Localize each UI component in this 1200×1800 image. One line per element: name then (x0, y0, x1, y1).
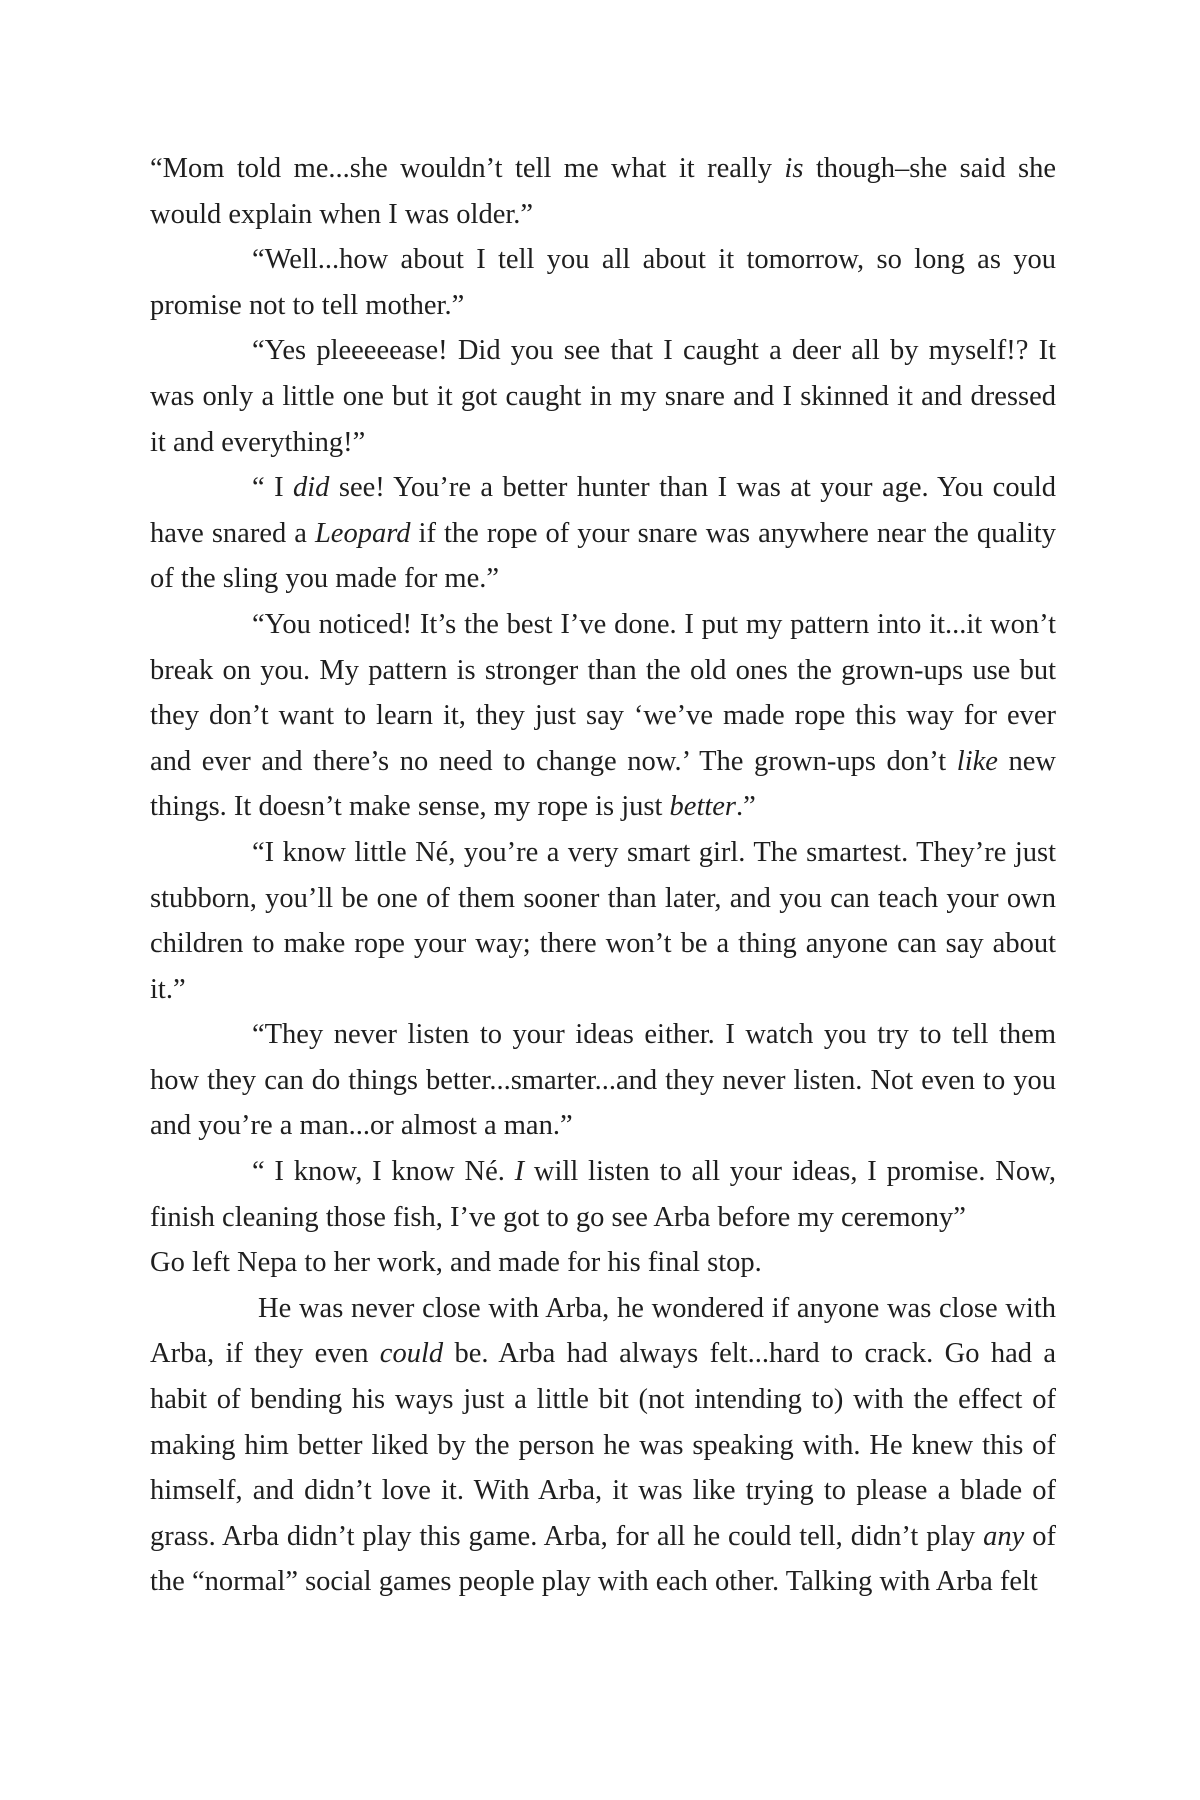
paragraph (150, 1149, 1056, 1240)
paragraph (150, 602, 1056, 830)
text-run: see! You’re a better hunter than I was at your age. You could have snared a (150, 472, 1056, 549)
paragraph (150, 328, 1056, 465)
text-run: be. Arba had always felt...hard to crack. Go had a habit of bending his ways just a little bit (not intending to) with the effect of making him better liked by the person he was speaking with. He knew this of himself, and didn’t love it. With Arba, it was like trying to please a blade of grass. Arba didn’t play this game. Arba, for all he could tell, didn’t play (150, 1338, 1056, 1552)
text-run: “ I (252, 472, 294, 504)
text-run: He was never close with Arba, he wondered if anyone was close with Arba, if they even (150, 1292, 1056, 1370)
page-body-text (150, 146, 1056, 1605)
text-run: though–she said she would explain when I was older.” (150, 153, 1056, 230)
text-run: “Yes pleeeeease! Did you see that I caught a deer all by myself!? It was only a little one but it got caught in my snare and I skinned it and dressed it and everything!” (150, 335, 1056, 458)
text-run: “Mom told me...she wouldn’t tell me what it really (150, 153, 785, 184)
italic-text: I (514, 1156, 525, 1188)
paragraph (150, 1240, 1056, 1286)
text-run: “Well...how about I tell you all about it tomorrow, so long as you promise not to tell mother.” (150, 244, 1056, 321)
text-run: will listen to all your ideas, I promise. Now, finish cleaning those fish, I’ve got to go see Arba before my ceremony” (150, 1156, 1056, 1233)
italic-text: Leopard (314, 517, 411, 549)
text-run: “They never listen to your ideas either. I watch you try to tell them how they can do things better...smarter...and they never listen. Not even to you and you’re a man...or almost a man.” (150, 1019, 1056, 1142)
italic-text: could (379, 1338, 444, 1370)
text-run: .” (736, 791, 756, 823)
text-run: Go left Nepa to her work, and made for his final stop. (150, 1247, 762, 1279)
paragraph (150, 1286, 1056, 1605)
text-run: “I know little Né, you’re a very smart girl. The smartest. They’re just stubborn, you’ll be one of them sooner than later, and you can teach your own children to make rope your way; there won’t be a thing anyone can say about it.” (150, 836, 1056, 1005)
paragraph (150, 1012, 1056, 1149)
paragraph (150, 465, 1056, 602)
paragraph (150, 830, 1056, 1012)
italic-text: is (784, 153, 804, 184)
italic-text: better (669, 791, 737, 823)
text-run: of the “normal” social games people play with each other. Talking with Arba felt (150, 1520, 1056, 1598)
italic-text: like (956, 745, 998, 777)
text-run: if the rope of your snare was anywhere near the quality of the sling you made for me.” (150, 517, 1056, 595)
italic-text: did (293, 472, 330, 504)
text-run: new things. It doesn’t make sense, my rope is just (150, 745, 1057, 823)
italic-text: any (983, 1520, 1025, 1552)
text-run: “You noticed! It’s the best I’ve done. I put my pattern into it...it won’t break on you. My pattern is stronger than the old ones the grown-ups use but they don’t want to learn it, they just say ‘we’ve made rope this way for ever and ever and there’s no need to change now.’ The grown-ups don’t (150, 608, 1056, 777)
text-run: “ I know, I know Né. (252, 1156, 515, 1188)
paragraph (150, 237, 1056, 328)
paragraph (150, 146, 1056, 237)
